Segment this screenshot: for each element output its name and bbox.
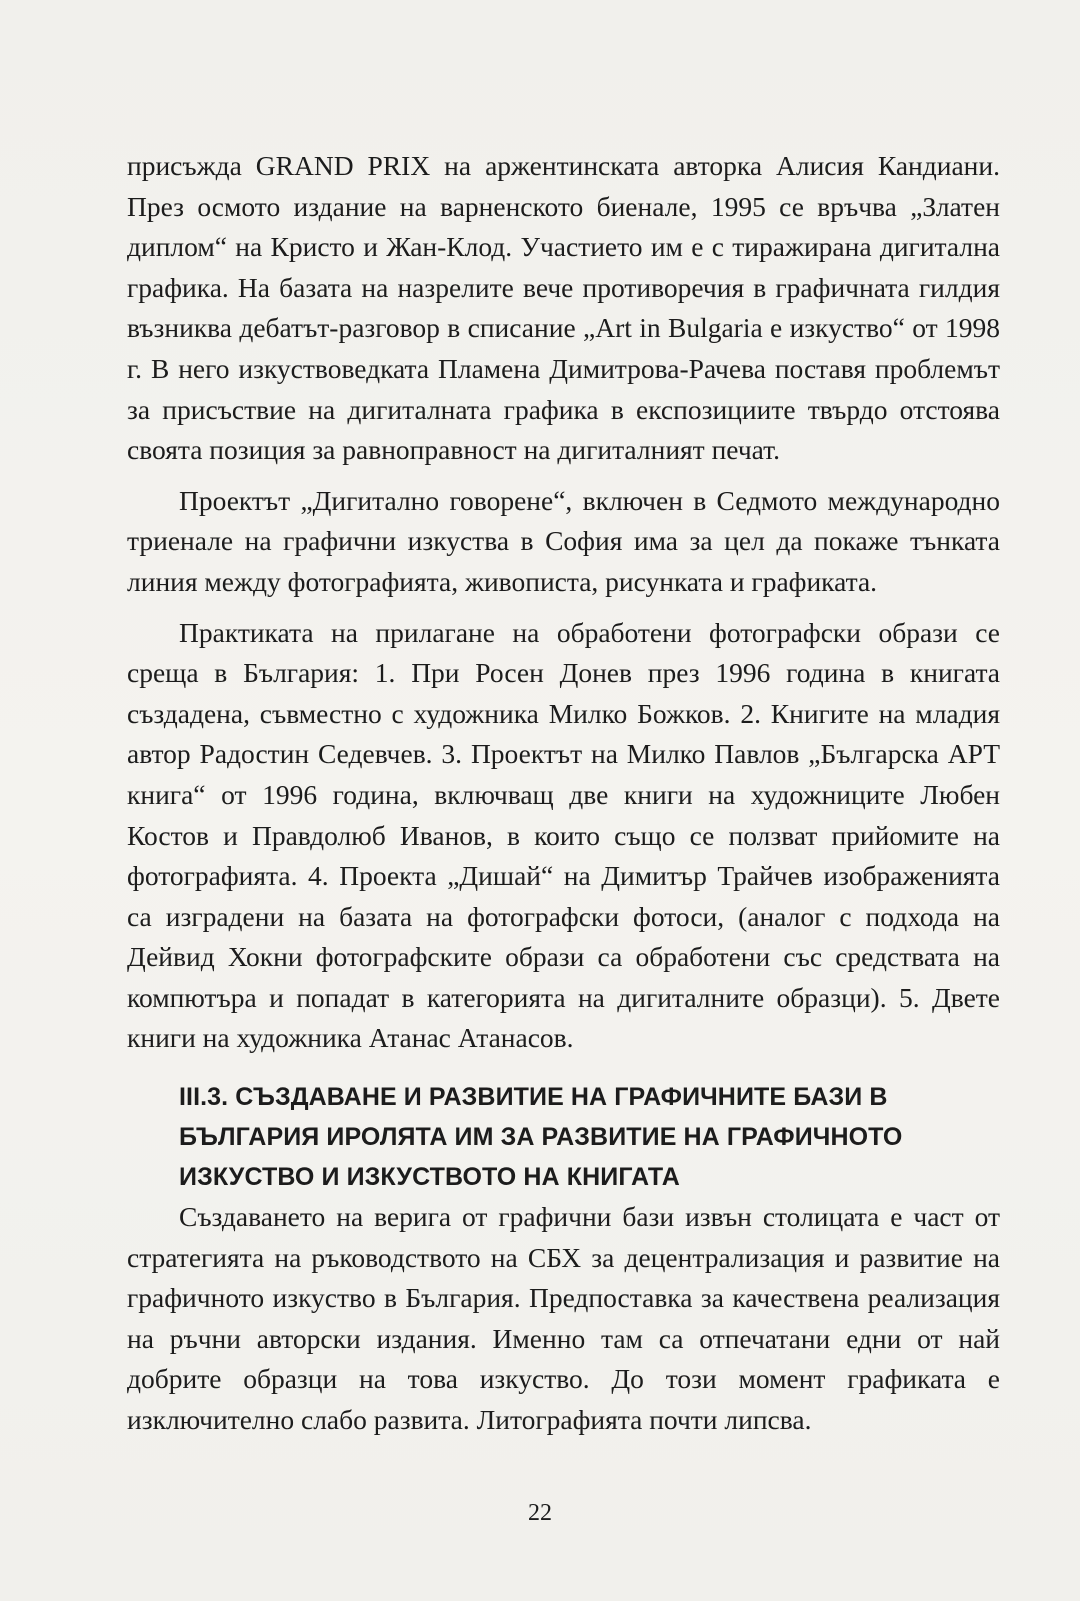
- body-text: [127, 146, 1000, 1441]
- paragraph-graphic-bases: Създаването на верига от графични бази извън столицата е част от стратегията на ръководството на СБХ за децентрализация и развитие на графичното изкуство в България. Предпоставка за качествена реализация на ръчни авторски издания. Именно там са отпечатани едни от най добрите образци на това изкуство. До този момент графиката е изключително слабо развита. Литографията почти липсва.: [127, 1201, 1000, 1436]
- paragraph-digital-speaking: Проектът „Дигитално говорене“, включен в Седмото международно триенале на графични изкуства в София има за цел да покаже тънката линия между фотографията, живописта, рисунката и графиката.: [127, 484, 1000, 597]
- paragraph-photographic-practice: Практиката на прилагане на обработени фотографски образи се среща в България: 1. При Росен Донев през 1996 година в книгата създадена, съвместно с художника Милко Божков. 2. Книгите на младия автор Радостин Седевчев. 3. Проектът на Милко Павлов „Българска АРТ книга“ от 1996 година, включващ две книги на художниците Любен Костов и Правдолюб Иванов, в които също се ползват прийомите на фотографията. 4. Проекта „Дишай“ на Димитър Трайчев изображенията са изградени на базата на фотографски фотоси, (аналог с подхода на Дейвид Хокни фотографските образи са обработени със средствата на компютъра и попадат в категорията на дигиталните образци). 5. Двете книги на художника Атанас Атанасов.: [127, 616, 1000, 1054]
- section-heading: III.3. СЪЗДАВАНЕ И РАЗВИТИЕ НА ГРАФИЧНИТЕ БАЗИ В БЪЛГАРИЯ ИРОЛЯТА ИМ ЗА РАЗВИТИЕ НА ГРАФИЧНОТО ИЗКУСТВО И ИЗКУСТВОТО НА КНИГАТА: [179, 1083, 903, 1192]
- paragraph-grand-prix: присъжда GRAND PRIX на аржентинската авторка Алисия Кандиани. През осмото издание на варненското биенале, 1995 се връчва „Златен диплом“ на Кристо и Жан-Клод. Участието им е с тиражирана дигитална графика. На базата на назрелите вече противоречия в графичната гилдия възниква дебатът-разговор в списание „Art in Bulgaria е изкуство“ от 1998 г. В него изкуствоведката Пламена Димитрова-Рачева поставя проблемът за присъствие на дигиталната графика в експозициите твърдо отстоява своята позиция за равноправност на дигиталният печат.: [127, 150, 1000, 466]
- page-number: 22: [528, 1500, 552, 1526]
